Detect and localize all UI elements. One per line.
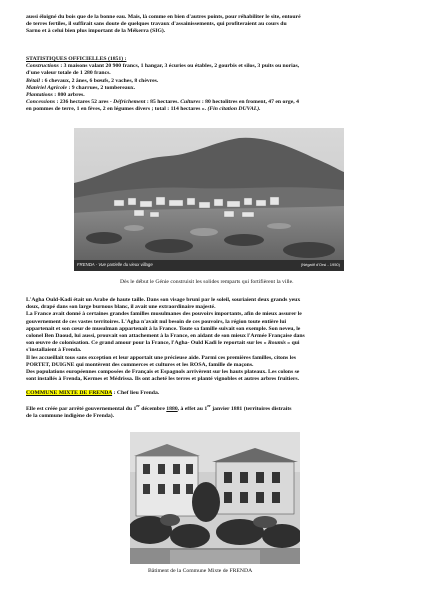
statistics-heading: STATISTIQUES OFFICIELLES (1851) :	[26, 56, 127, 62]
agha-line: doux, drapé dans son large burnous blanc, il avait une extraordinaire majesté.	[26, 304, 216, 311]
intro-paragraph	[26, 14, 406, 36]
commune-paragraph	[26, 403, 406, 420]
agha-line: sont installés à Frenda, Kermes et Médrissa. Ils ont acheté les terres et planté vignobles et autres arbres fruitiers.	[26, 376, 300, 383]
statistics-block	[26, 56, 406, 114]
commune-heading-line	[26, 390, 406, 397]
stat-constructions: Constructions : 3 maisons valant 20 900 francs, 1 hangar, 3 écuries ou étables, 2 gourbis et silos, 3 puits ou norias,	[26, 63, 300, 70]
village-photo-caption: Dès le début le Génie construisit les solides remparts qui fortifièrent la ville.	[120, 279, 294, 285]
agha-line: Des populations européennes composées de Français et Espagnols arrivèrent sur les hauts plateaux. Les colons se	[26, 369, 300, 376]
photo-inscription-right: (Négatif d'Orsi - 1950)	[300, 262, 340, 267]
stat-constructions-cont: d'une valeur totale de 1 280 francs.	[26, 70, 111, 77]
village-photo	[74, 128, 344, 271]
village-photo-image	[74, 128, 344, 271]
commune-building-caption: Bâtiment de la Commune Mixte de FRENDA	[148, 568, 253, 574]
commune-heading: COMMUNE MIXTE DE FRENDA	[26, 390, 113, 396]
stat-concessions: Concessions : 236 hectares 52 ares - Défrichement : 85 hectares. Cultures : 80 hectolitres en froment, 47 en orge, 4	[26, 99, 299, 106]
stat-betail: Bétail : 6 chevaux, 2 ânes, 6 bœufs, 2 vaches, 8 chèvres.	[26, 77, 159, 84]
agha-line: PORTET, DUIGNE qui montèrent des commerces et cultures et les ROSA, famille de maçons.	[26, 361, 254, 368]
agha-line: s'installaient à Frenda.	[26, 347, 82, 354]
photo-inscription-left: FRENDA - Vue partielle du vieux village	[77, 262, 153, 267]
commune-line: de la commune indigène de Frenda).	[26, 413, 115, 420]
intro-line: aussi éloigné du bois que de la bonne eau. Mais, là comme en bien d'autres points, pour réhabiliter le site, entouré	[26, 14, 301, 20]
intro-line: Sarno et à celui bien plus important de la Mékerra (SIG).	[26, 28, 166, 35]
agha-line: gouvernement de ces vastes territoires. L'Agha n'avait nul besoin de ces pouvoirs, la région toute entière lui	[26, 318, 287, 325]
agha-line: colonel Ben Daoud, lui aussi, prouvait son attachement à la France, en aidant de son mieux l'Armée Française dans	[26, 333, 305, 340]
agha-line: appartenait et son cœur de musulman appartenait à la France. Toute sa famille suivait son exemple. Son neveu, le	[26, 325, 301, 332]
intro-line: de terres fertiles, il suffirait sans doute de quelques travaux d'assainissements, qui profiteraient au cours du	[26, 21, 287, 28]
agha-line: L'Agha Ould-Kadi était un Arabe de haute taille. Dans son visage bruni par le soleil, souriaient deux grands yeux	[26, 297, 301, 303]
agha-line: Il les accueillait tous sans exception et leur apportait une précieuse aide. Parmi ces premières familles, citons les	[26, 354, 296, 361]
commune-line: Elle est créée par arrêté gouvernemental du 1er décembre 1880, à effet au 1er janvier 1881 (territoires distraits	[26, 403, 292, 412]
agha-line: son œuvre de colonisation. Ce grand amour pour la France, l'Agha- Ould Kadi le reportait sur les « Roumis » qui	[26, 340, 300, 347]
commune-building-image	[130, 432, 300, 564]
commune-building-photo	[130, 432, 300, 564]
stat-materiel: Matériel Agricole : 9 charrues, 2 tombereaux.	[26, 84, 136, 91]
stat-concessions-cont: en pommes de terre, 1 en fèves, 2 en légumes divers ; total : 114 hectares ». (Fin citation DUVAL).	[26, 106, 261, 113]
agha-paragraph	[26, 297, 406, 383]
agha-line: La France avait donné à certaines grandes familles musulmanes des pouvoirs importants, afin de mieux assurer le	[26, 311, 302, 318]
commune-heading-suffix: : Chef lieu Frenda.	[112, 390, 160, 396]
stat-plantations: Plantations : 800 arbres.	[26, 92, 85, 99]
